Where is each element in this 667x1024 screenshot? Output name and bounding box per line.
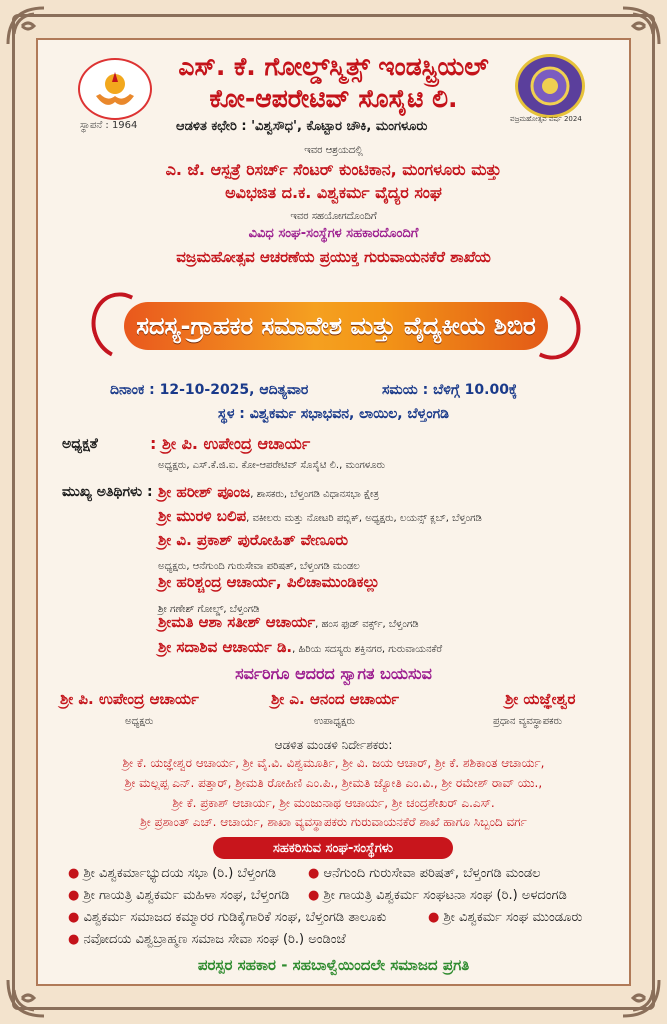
guest-item: ಶ್ರೀಮತಿ ಆಶಾ ಸತೀಶ್ ಆಚಾರ್ಯ, ಹಂಸ ಫುಡ್ ವರ್ಕ್ಸ್, ಬೆಳ್ತಂಗಡಿ — [158, 613, 419, 631]
cooperating-org-row: ● ಆನೆಗುಂದಿ ಗುರುಸೇವಾ ಪರಿಷತ್, ಬೆಳ್ತಂಗಡಿ ಮಂಡಲ — [308, 866, 541, 881]
established-year: ಸ್ಥಾಪನೆ : 1964 — [80, 120, 138, 131]
bullet-icon: ● — [308, 888, 320, 903]
host-role: ಪ್ರಧಾನ ವ್ಯವಸ್ಥಾಪಕರು — [493, 716, 563, 727]
host-name: ಶ್ರೀ ಎ. ಆನಂದ ಆಚಾರ್ಯ — [271, 690, 400, 708]
bullet-icon: ● — [308, 866, 320, 881]
cooperating-header: ಸಹಕರಿಸುವ ಸಂಘ-ಸಂಸ್ಥೆಗಳು — [213, 837, 453, 859]
host-role: ಅಧ್ಯಕ್ಷರು — [125, 716, 154, 727]
guest-item: ಶ್ರೀ ವಿ. ಪ್ರಕಾಶ್ ಪುರೋಹಿತ್ ವೇಣೂರು — [158, 531, 349, 549]
cooperating-org-row: ● ಶ್ರೀ ವಿಶ್ವಕರ್ಮಾಭ್ಯುದಯ ಸಭಾ (ರಿ.) ಬೆಳ್ತಂಗಡಿ — [68, 866, 277, 881]
partner-line2: ಅವಿಭಜಿತ ದ.ಕ. ವಿಶ್ವಕರ್ಮ ವೈದ್ಯರ ಸಂಘ — [225, 183, 442, 202]
host-name: ಶ್ರೀ ಪಿ. ಉಪೇಂದ್ರ ಆಚಾರ್ಯ — [60, 690, 199, 708]
directors-line: ಶ್ರೀ ಮಲ್ಲಪ್ಪ ಎನ್. ಪತ್ತಾರ್, ಶ್ರೀಮತಿ ರೋಹಿಣಿ ಎಂ.ಪಿ., ಶ್ರೀಮತಿ ಜ್ಯೋತಿ ಎಂ.ವಿ., ಶ್ರೀ ರಮೇಶ್ ರಾವ್ ಯು., — [124, 776, 543, 790]
bullet-icon: ● — [68, 866, 80, 881]
presidency-label: ಅಧ್ಯಕ್ಷತೆ — [62, 436, 98, 452]
guest-item: ಶ್ರೀ ಗಣೇಶ್ ಗೋಲ್ಡ್, ಬೆಳ್ತಂಗಡಿ — [158, 604, 260, 615]
guest-item: ಶ್ರೀ ಮುರಳಿ ಬಲಿಪ, ವಕೀಲರು ಮತ್ತು ನೋಟರಿ ಪಬ್ಲಿಕ್, ಅಧ್ಯಕ್ಷರು, ಲಯನ್ಸ್ ಕ್ಲಬ್, ಬೆಳ್ತಂಗಡಿ — [158, 507, 482, 525]
cooperation-text: ಇವರ ಸಹಯೋಗದೊಂದಿಗೆ — [290, 211, 377, 222]
guest-item: ಶ್ರೀ ಹರೀಶ್ ಪೂಂಜ, ಶಾಸಕರು, ಬೆಳ್ತಂಗಡಿ ವಿಧಾನಸಭಾ ಕ್ಷೇತ್ರ — [158, 483, 379, 501]
guests-label: ಮುಖ್ಯ ಅತಿಥಿಗಳು : — [62, 484, 153, 500]
jubilee-caption: ವಜ್ರಮಹೋತ್ಸವ ವರ್ಷ 2024 — [510, 115, 582, 123]
office-address: ಆಡಳಿತ ಕಛೇರಿ : 'ವಿಶ್ವಸೌಧ', ಕೊಟ್ಟಾರ ಚೌಕಿ, ಮಂಗಳೂರು — [176, 119, 428, 134]
cooperating-org-row: ● ನವೋದಯ ವಿಶ್ವಬ್ರಾಹ್ಮಣ ಸಮಾಜ ಸೇವಾ ಸಂಘ (ರಿ.) ಅಂಡಿಂಜೆ — [68, 932, 346, 947]
guest-item: ಶ್ರೀ ಸದಾಶಿವ ಆಚಾರ್ಯ ಡಿ., ಹಿರಿಯ ಸದಸ್ಯರು ಶಕ್ತಿನಗರ, ಗುರುವಾಯನಕೆರೆ — [158, 638, 443, 656]
directors-line: ಶ್ರೀ ಪ್ರಶಾಂತ್ ಎಚ್. ಆಚಾರ್ಯ, ಶಾಖಾ ವ್ಯವಸ್ಥಾಪಕರು ಗುರುವಾಯನಕೆರೆ ಶಾಖೆ ಹಾಗೂ ಸಿಬ್ಬಂದಿ ವರ್ಗ — [140, 815, 527, 829]
event-venue: ಸ್ಥಳ : ವಿಶ್ವಕರ್ಮ ಸಭಾಭವನ, ಲಾಯಿಲ, ಬೆಳ್ತಂಗಡಿ — [217, 406, 450, 422]
host-role: ಉಪಾಧ್ಯಕ್ಷರು — [314, 716, 355, 727]
bullet-icon: ● — [428, 910, 440, 925]
orgs-support-line: ವಿವಿಧ ಸಂಘ-ಸಂಸ್ಥೆಗಳ ಸಹಕಾರದೊಂದಿಗೆ — [248, 226, 419, 241]
occasion-line: ವಜ್ರಮಹೋತ್ಸವ ಆಚರಣೆಯ ಪ್ರಯುಕ್ತ ಗುರುವಾಯನಕೆರೆ ಶಾಖೆಯ — [176, 248, 491, 266]
cooperating-org-row: ● ಶ್ರೀ ವಿಶ್ವಕರ್ಮ ಸಂಘ ಮುಂಡೂರು — [428, 910, 583, 925]
welcome-line: ಸರ್ವರಿಗೂ ಆದರದ ಸ್ವಾಗತ ಬಯಸುವ — [235, 664, 432, 683]
directors-line: ಶ್ರೀ ಕೆ. ಯಜ್ಞೇಶ್ವರ ಆಚಾರ್ಯ, ಶ್ರೀ ವೈ.ವಿ. ವಿಶ್ವಮೂರ್ತಿ, ಶ್ರೀ ವಿ. ಜಯ ಆಚಾರ್, ಶ್ರೀ ಕೆ. ಶಶಿಕಾಂತ ಆಚಾರ್ಯ, — [122, 756, 545, 770]
society-name-line2: ಕೋ-ಆಪರೇಟಿವ್ ಸೊಸೈಟಿ ಲಿ. — [209, 84, 458, 113]
guest-item: ಶ್ರೀ ಹರಿಶ್ಚಂದ್ರ ಆಚಾರ್ಯ, ಪಿಲಿಚಾಮುಂಡಿಕಲ್ಲು — [158, 573, 380, 591]
directors-line: ಶ್ರೀ ಕೆ. ಪ್ರಕಾಶ್ ಆಚಾರ್ಯ, ಶ್ರೀ ಮಂಜುನಾಥ ಆಚಾರ್ಯ, ಶ್ರೀ ಚಂದ್ರಶೇಖರ್ ಎ.ಎಸ್. — [172, 796, 495, 810]
directors-label: ಆಡಳಿತ ಮಂಡಳಿ ನಿರ್ದೇಶಕರು: — [274, 738, 393, 752]
bullet-icon: ● — [68, 910, 80, 925]
society-name-line1: ಎಸ್. ಕೆ. ಗೋಲ್ಡ್‌ಸ್ಮಿತ್ಸ್ ಇಂಡಸ್ಟ್ರಿಯಲ್ — [178, 52, 489, 81]
presidency-name: : ಶ್ರೀ ಪಿ. ಉಪೇಂದ್ರ ಆಚಾರ್ಯ — [150, 434, 311, 453]
cooperating-org-row: ● ಶ್ರೀ ಗಾಯತ್ರಿ ವಿಶ್ವಕರ್ಮ ಮಹಿಳಾ ಸಂಘ, ಬೆಳ್ತಂಗಡಿ — [68, 888, 290, 903]
footer-slogan: ಪರಸ್ಪರ ಸಹಕಾರ - ಸಹಬಾಳ್ವೆಯಿಂದಲೇ ಸಮಾಜದ ಪ್ರಗತಿ — [197, 956, 470, 974]
partner-line1: ಎ. ಜೆ. ಆಸ್ಪತ್ರೆ ರಿಸರ್ಚ್ ಸೆಂಟರ್ ಕುಂಟಿಕಾನ, ಮಂಗಳೂರು ಮತ್ತು — [165, 160, 502, 179]
bullet-icon: ● — [68, 932, 80, 947]
event-title: ಸದಸ್ಯ-ಗ್ರಾಹಕರ ಸಮಾವೇಶ ಮತ್ತು ವೈದ್ಯಕೀಯ ಶಿಬಿರ — [124, 302, 548, 350]
presidency-desc: ಅಧ್ಯಕ್ಷರು, ಎಸ್.ಕೆ.ಜಿ.ಐ. ಕೋ-ಆಪರೇಟಿವ್ ಸೊಸೈಟಿ ಲಿ., ಮಂಗಳೂರು — [158, 460, 386, 471]
cooperating-org-row: ● ವಿಶ್ವಕರ್ಮ ಸಮಾಜದ ಕಮ್ಮಾರರ ಗುಡಿಕೈಗಾರಿಕೆ ಸಂಘ, ಬೆಳ್ತಂಗಡಿ ತಾಲೂಕು — [68, 910, 387, 925]
bullet-icon: ● — [68, 888, 80, 903]
host-name: ಶ್ರೀ ಯಜ್ಞೇಶ್ವರ — [505, 690, 576, 708]
event-banner — [86, 292, 586, 360]
event-date: ದಿನಾಂಕ : 12-10-2025, ಆದಿತ್ಯವಾರ — [110, 382, 309, 398]
guest-item: ಅಧ್ಯಕ್ಷರು, ಆನೆಗುಂದಿ ಗುರುಸೇವಾ ಪರಿಷತ್, ಬೆಳ್ತಂಗಡಿ ಮಂಡಲ — [158, 561, 360, 572]
cooperating-org-row: ● ಶ್ರೀ ಗಾಯತ್ರಿ ವಿಶ್ವಕರ್ಮ ಸಂಘಟನಾ ಸಂಘ (ರಿ.) ಅಳದಂಗಡಿ — [308, 888, 567, 903]
event-time: ಸಮಯ : ಬೆಳಿಗ್ಗೆ 10.00ಕ್ಕೆ — [382, 382, 518, 398]
under-auspices: ಇವರ ಆಶ್ರಯದಲ್ಲಿ — [304, 145, 363, 156]
